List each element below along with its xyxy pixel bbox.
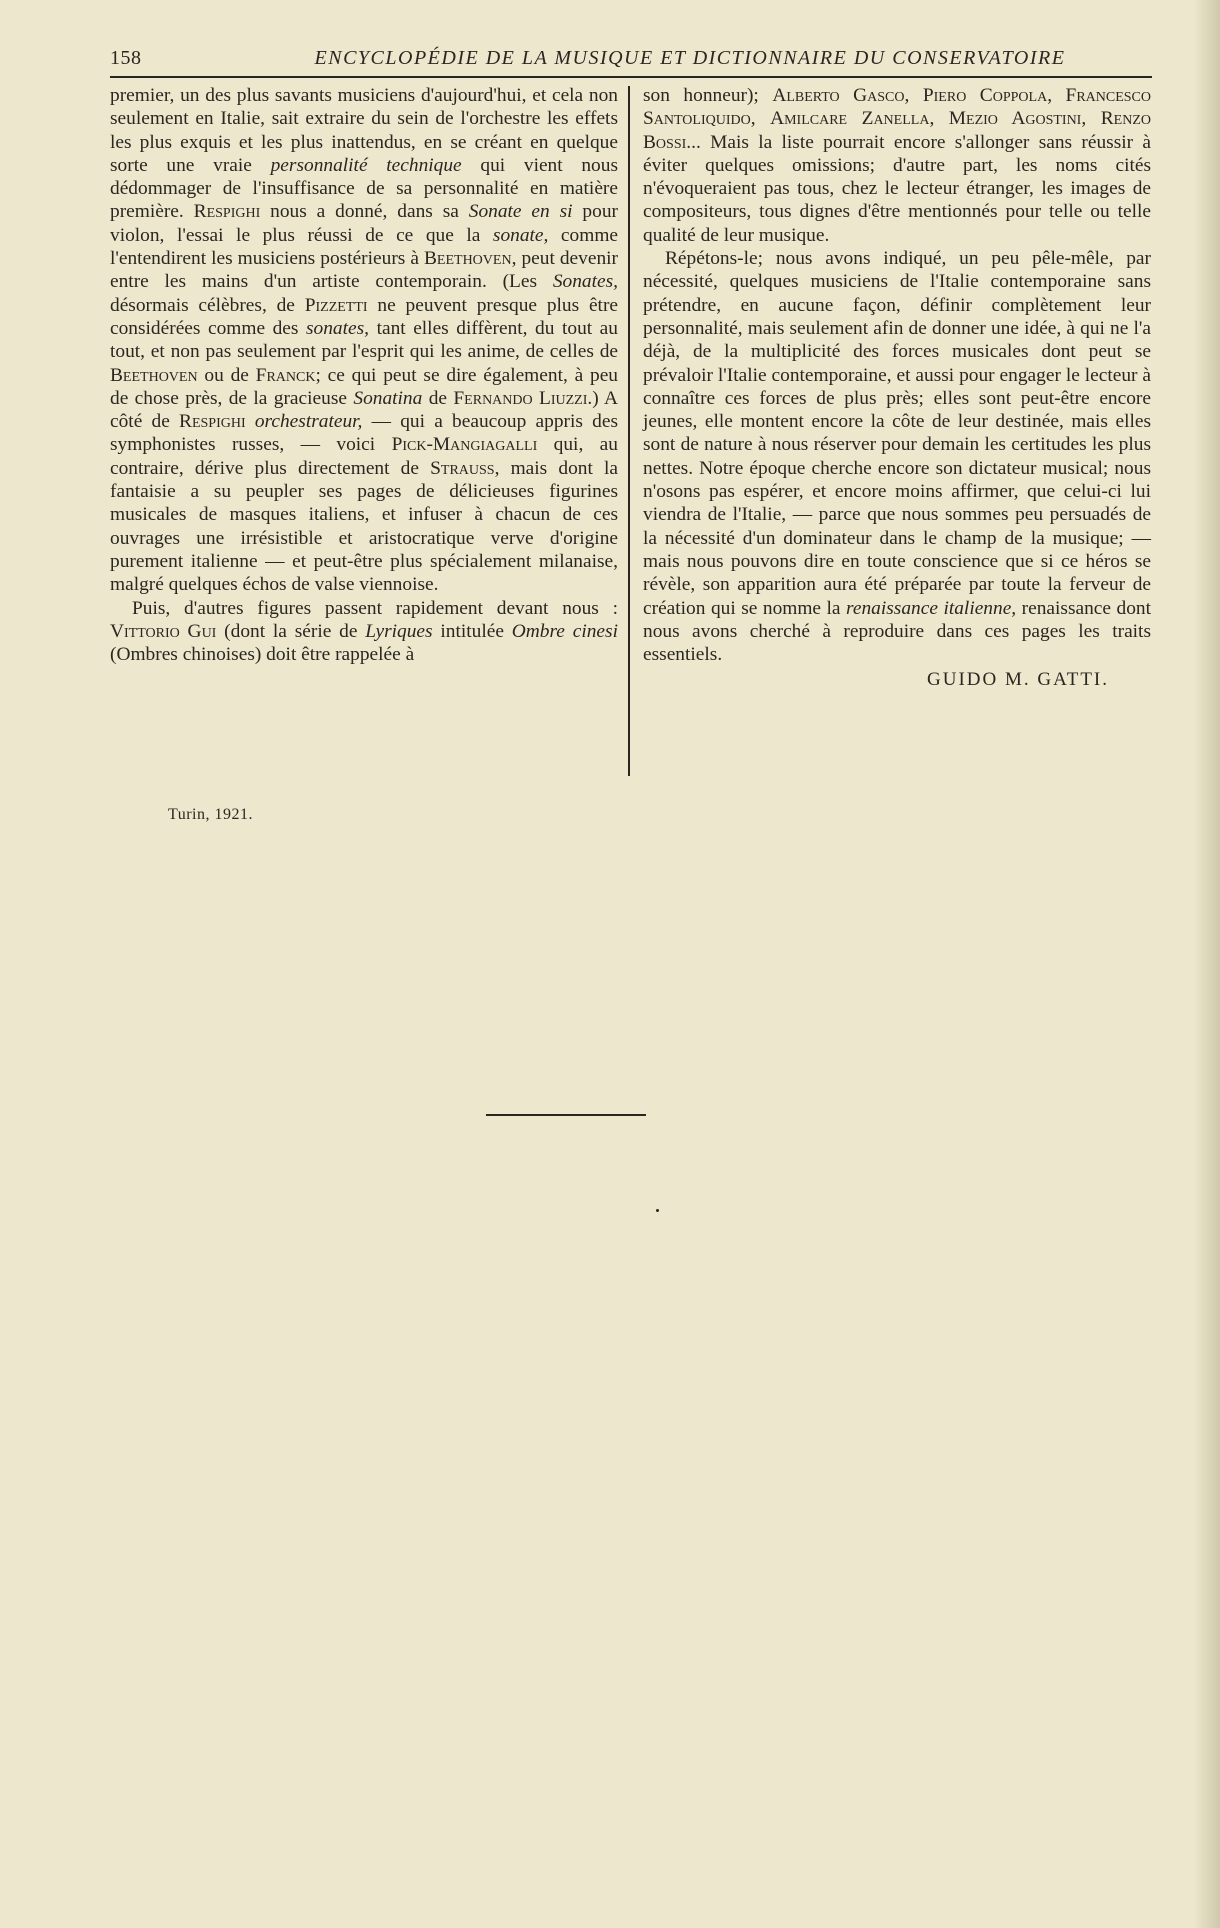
composer-name: Fernando Liuzzi — [453, 387, 588, 409]
page-number: 158 — [110, 47, 142, 69]
author-signature: GUIDO M. GATTI. — [927, 669, 1109, 691]
running-title: ENCYCLOPÉDIE DE LA MUSIQUE ET DICTIONNAIRE DU CONSERVATOIRE — [314, 47, 1066, 69]
end-rule — [486, 1114, 646, 1116]
composer-name: Strauss — [430, 457, 495, 479]
right-column — [643, 84, 1151, 692]
place-date: Turin, 1921. — [168, 806, 253, 823]
composer-name: Beethoven — [423, 248, 512, 270]
composer-name: Respighi — [193, 201, 261, 223]
composer-name: Vittorio Gui — [110, 620, 217, 642]
stray-dot — [656, 1209, 659, 1212]
header-rule — [110, 76, 1152, 78]
paragraph: Puis, d'autres figures passent rapidement devant nous : Vittorio Gui (dont la série de Lyriques intitulée Ombre cinesi (Ombres chinoises) doit être rappelée à — [110, 597, 618, 666]
paragraph: Répétons-le; nous avons indiqué, un peu pêle-mêle, par nécessité, quelques musiciens de l'Italie contemporaine sans prétendre, en aucune façon, définir complètement leur personnalité, mais seulement afin de donner une idée, à qui ne l'a déjà, de la multiplicité des forces musicales dont peut se prévaloir l'Italie contemporaine, et aussi pour engager le lecteur à connaître ces forces de plus près; elles sont peut-être encore jeunes, elle montent encore la côte de leur destinée, mais elles sont de nature à nous réserver pour demain les certitudes les plus nettes. Notre époque cherche encore son dictateur musical; nous n'osons pas espérer, et encore moins affirmer, que celui-ci lui viendra de l'Italie, — parce que nous sommes peu persuadés de la nécessité d'un dominateur dans le champ de la musique; — mais nous pouvons dire en toute conscience que si ce héros se révèle, son apparition aura été préparée par toute la ferveur de création qui se nomme la renaissance italienne, renaissance dont nous avons cherché à reproduire dans ces pages les traits essentiels. — [643, 248, 1151, 666]
composer-name: Respighi — [179, 411, 246, 433]
composer-name: Alberto Gasco — [772, 85, 905, 106]
column-divider — [628, 86, 630, 776]
composer-name: Piero Coppola — [922, 85, 1048, 106]
composer-name: Mezio Agostini — [948, 108, 1082, 130]
composer-name: Pick-Mangiagalli — [391, 434, 538, 456]
composer-name: Amilcare Zanella — [770, 108, 930, 130]
composer-name: Pizzetti — [304, 294, 368, 316]
composer-name: Francesco Santoliquido — [643, 85, 1151, 130]
page-edge-shadow — [1194, 0, 1220, 1928]
paragraph: premier, un des plus savants musiciens d'aujourd'hui, et cela non seulement en Italie, sait extraire du sein de l'orchestre les effets les plus exquis et les plus inattendus, en se créant en quelque sorte une vraie personnalité technique qui vient nous dédommager de l'insuffisance de sa personnalité en matière première. Respighi nous a donné, dans sa Sonate en si pour violon, l'essai le plus réussi de ce que la sonate, comme l'entendirent les musiciens postérieurs à Beethoven, peut devenir entre les mains d'un artiste contemporain. (Les Sonates, désormais célèbres, de Pizzetti ne peuvent presque plus être considérées comme des sonates, tant elles diffèrent, du tout au tout, et non pas seulement par l'esprit qui les anime, de celles de Beethoven ou de Franck; ce qui peut se dire également, à peu de chose près, de la gracieuse Sonatina de Fernando Liuzzi.) A côté de Respighi orchestrateur, — qui a beaucoup appris des symphonistes russes, — voici Pick-Mangiagalli qui, au contraire, dérive plus directement de Strauss, mais dont la fantaisie a su peupler ses pages de délicieuses figurines musicales de masques italiens, et infuser à chacun de ces ouvrages une irrésistible et aristocratique verve d'origine purement italienne — et peut-être plus spécialement milanaise, malgré quelques échos de valse viennoise. — [110, 85, 619, 596]
composer-name: Renzo Bossi — [643, 108, 1151, 153]
paragraph: son honneur); Alberto Gasco, Piero Coppola, Francesco Santoliquido, Amilcare Zanella, Mezio Agostini, Renzo Bossi... Mais la liste pourrait encore s'allonger sans réussir à éviter quelques omissions; d'autre part, les noms cités n'évoqueraient pas tous, chez le lecteur étranger, les images de compositeurs, tous dignes d'être mentionnés pour telle ou telle qualité de leur musique. — [643, 85, 1151, 246]
composer-name: Franck — [255, 364, 316, 386]
left-column — [110, 84, 618, 666]
composer-name: Beethoven — [110, 364, 198, 386]
